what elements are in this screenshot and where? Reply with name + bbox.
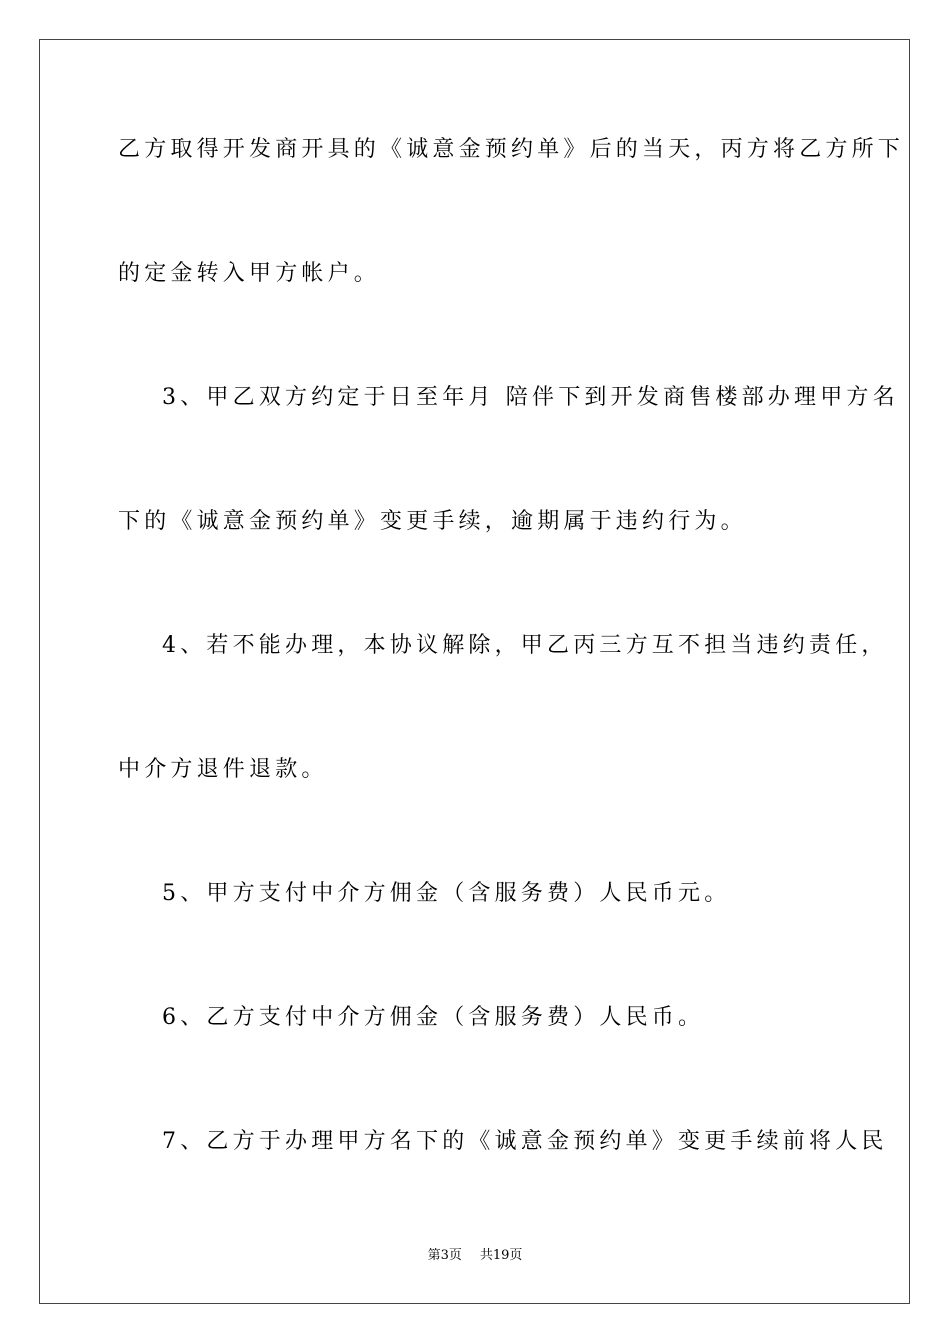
clause-7-line-1: 7、乙方于办理甲方名下的《诚意金预约单》变更手续前将人民 — [162, 1129, 888, 1154]
paragraph-line-1: 乙方取得开发商开具的《诚意金预约单》后的当天，丙方将乙方所下 — [118, 137, 905, 162]
clause-3-line-1: 3、甲乙双方约定于日至年月 陪伴下到开发商售楼部办理甲方名 — [162, 385, 899, 410]
clause-4-line-2: 中介方退件退款。 — [118, 757, 328, 782]
page-footer — [0, 1247, 950, 1265]
page-border — [39, 39, 910, 1304]
clause-6-line-1: 6、乙方支付中介方佣金（含服务费）人民币。 — [162, 1005, 705, 1030]
clause-4-line-1: 4、若不能办理，本协议解除，甲乙丙三方互不担当违约责任， — [162, 633, 888, 658]
clause-5-line-1: 5、甲方支付中介方佣金（含服务费）人民币元。 — [162, 881, 731, 906]
clause-3-line-2: 下的《诚意金预约单》变更手续，逾期属于违约行为。 — [118, 509, 747, 534]
page-number: 第3页 — [427, 1248, 462, 1263]
paragraph-line-2: 的定金转入甲方帐户。 — [118, 261, 381, 286]
page-total: 共19页 — [479, 1248, 523, 1263]
